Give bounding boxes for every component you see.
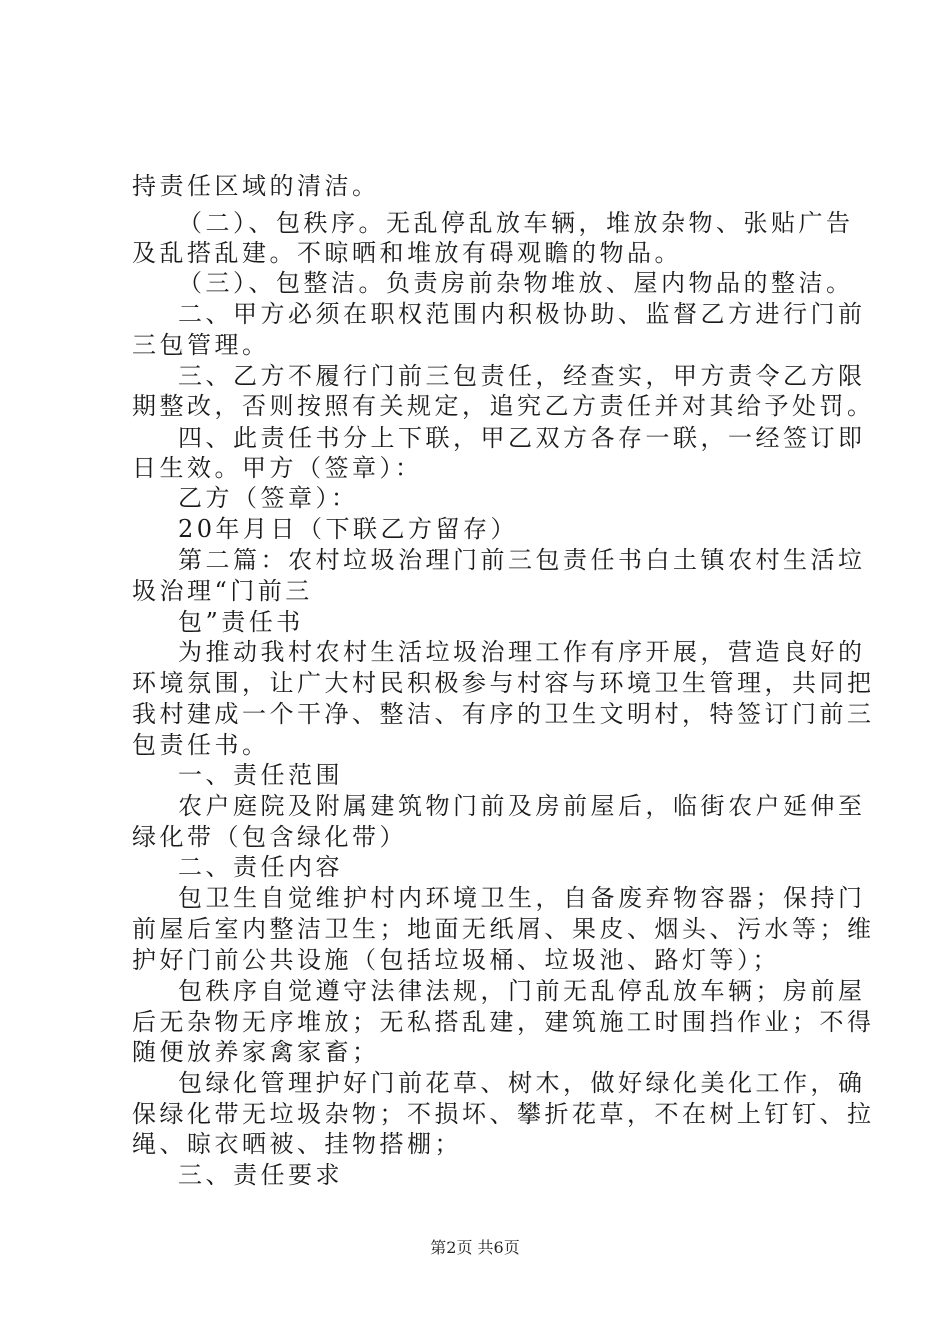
text-line: 农户庭院及附属建筑物门前及房前屋后，临街农户延伸至 bbox=[178, 792, 866, 820]
text-line: 四、此责任书分上下联，甲乙双方各存一联，一经签订即 bbox=[178, 424, 866, 452]
text-line: 包”责任书 bbox=[178, 608, 304, 636]
text-line: 随便放养家禽家畜； bbox=[132, 1038, 380, 1066]
text-line: 三、乙方不履行门前三包责任，经查实，甲方责令乙方限 bbox=[178, 362, 866, 390]
text-line: 包绿化管理护好门前花草、树木，做好绿化美化工作，确 bbox=[178, 1069, 866, 1097]
text-line: （三）、包整洁。负责房前杂物堆放、屋内物品的整洁。 bbox=[178, 269, 854, 297]
text-line: 我村建成一个干净、整洁、有序的卫生文明村，特签订门前三 bbox=[132, 700, 875, 728]
text-line: 绿化带（包含绿化带） bbox=[132, 823, 407, 851]
text-line: 包秩序自觉遵守法律法规，门前无乱停乱放车辆；房前屋 bbox=[178, 977, 866, 1005]
text-line: 20年月日（下联乙方留存） bbox=[178, 515, 519, 543]
text-line: 三包管理。 bbox=[132, 331, 270, 359]
text-line: 一、责任范围 bbox=[178, 761, 343, 789]
text-line: 包卫生自觉维护村内环境卫生，自备废弃物容器；保持门 bbox=[178, 884, 866, 912]
text-line: 日生效。甲方（签章）： bbox=[132, 454, 423, 482]
text-line: 包责任书。 bbox=[132, 731, 270, 759]
text-line: 前屋后室内整洁卫生；地面无纸屑、果皮、烟头、污水等；维 bbox=[132, 915, 875, 943]
page-number-footer: 第2页 共6页 bbox=[430, 1238, 520, 1257]
text-line: 后无杂物无序堆放；无私搭乱建，建筑施工时围挡作业；不得 bbox=[132, 1008, 875, 1036]
text-line: 二、责任内容 bbox=[178, 853, 343, 881]
text-line: 二、甲方必须在职权范围内积极协助、监督乙方进行门前 bbox=[178, 300, 866, 328]
text-line: 环境氛围，让广大村民积极参与村容与环境卫生管理，共同把 bbox=[132, 669, 875, 697]
text-line: 为推动我村农村生活垃圾治理工作有序开展，营造良好的 bbox=[178, 638, 866, 666]
text-line: 圾治理“门前三 bbox=[132, 577, 313, 605]
text-line: 第二篇：农村垃圾治理门前三包责任书白土镇农村生活垃 bbox=[178, 546, 866, 574]
text-line: 绳、晾衣晒被、挂物搭棚； bbox=[132, 1130, 462, 1158]
text-line: （二）、包秩序。无乱停乱放车辆，堆放杂物、张贴广告 bbox=[178, 209, 854, 237]
text-line: 持责任区域的清洁。 bbox=[132, 172, 380, 200]
text-line: 保绿化带无垃圾杂物；不损坏、攀折花草，不在树上钉钉、拉 bbox=[132, 1100, 875, 1128]
text-line: 期整改，否则按照有关规定，追究乙方责任并对其给予处罚。 bbox=[132, 392, 875, 420]
text-line: 护好门前公共设施（包括垃圾桶、垃圾池、路灯等）； bbox=[132, 946, 780, 974]
text-line: 及乱搭乱建。不晾晒和堆放有碍观瞻的物品。 bbox=[132, 239, 682, 267]
text-line: 三、责任要求 bbox=[178, 1161, 343, 1189]
text-line: 乙方（签章）： bbox=[178, 484, 359, 512]
